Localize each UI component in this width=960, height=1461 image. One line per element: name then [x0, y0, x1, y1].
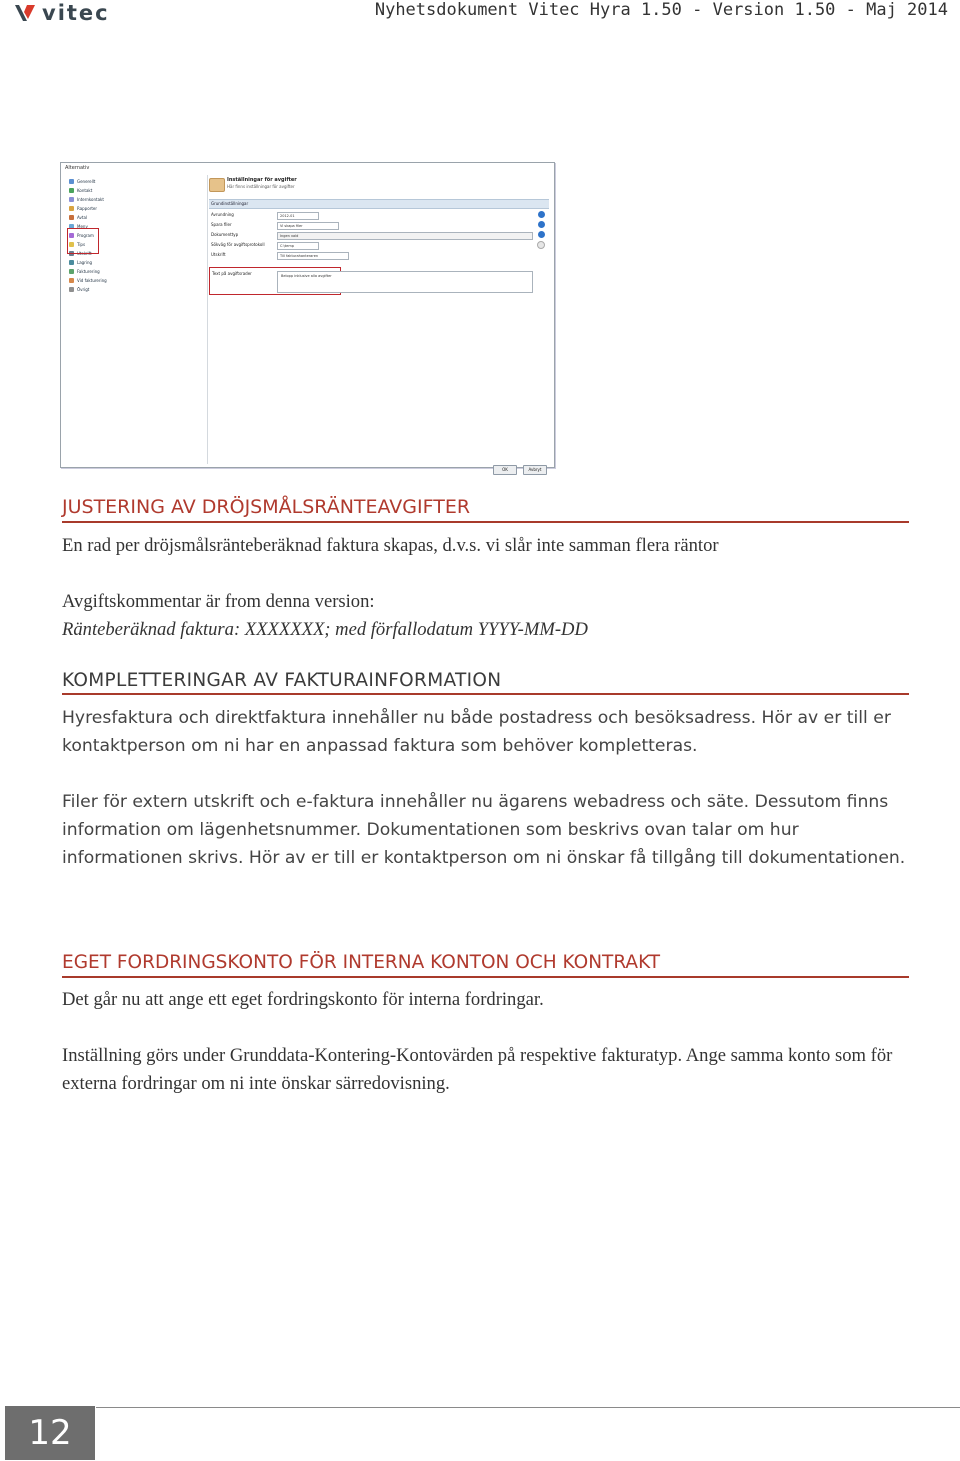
- sidebar-item[interactable]: Fakturering: [69, 267, 100, 275]
- sidebar-item[interactable]: Lagring: [69, 258, 92, 266]
- info-icon[interactable]: [538, 221, 545, 228]
- sidebar-item[interactable]: Program: [69, 231, 94, 239]
- misc-icon: [69, 287, 74, 292]
- section-label: Grundinställningar: [211, 201, 249, 206]
- settings-dialog-screenshot: [60, 162, 555, 472]
- section-heading: KOMPLETTERINGAR AV FAKTURAINFORMATION: [62, 670, 502, 691]
- heading-rule: [62, 693, 909, 695]
- settings-icon: [209, 178, 225, 192]
- section-heading: EGET FORDRINGSKONTO FÖR INTERNA KONTON OCH KONTRAKT: [62, 952, 661, 973]
- sidebar-item[interactable]: Generellt: [69, 177, 95, 185]
- sidebar-item[interactable]: Övrigt: [69, 285, 89, 293]
- field-row: Spara filer Vi skapa filer: [211, 221, 547, 229]
- sidebar-item[interactable]: Meny: [69, 222, 88, 230]
- heading-rule: [62, 521, 909, 523]
- brand-name: vitec: [42, 1, 110, 25]
- dialog-title: Alternativ: [65, 165, 90, 171]
- field-row: Avrundning 2012-01: [211, 211, 547, 219]
- paragraph: En rad per dröjsmålsränteberäknad faktura skapas, d.v.s. vi slår inte samman flera räntor: [62, 535, 719, 556]
- field-row: Sökväg för avgiftsprotokoll C:\temp: [211, 241, 547, 249]
- section-band: [209, 199, 549, 209]
- sidebar-item[interactable]: Rapporter: [69, 204, 97, 212]
- dropdown[interactable]: Ingen vald: [277, 232, 533, 240]
- contact-icon: [69, 188, 74, 193]
- sidebar-item[interactable]: Utskrift: [69, 249, 92, 257]
- document-title: Nyhetsdokument Vitec Hyra 1.50 - Version 1.50 - Maj 2014: [374, 0, 948, 20]
- info-icon[interactable]: [538, 211, 545, 218]
- vitec-logo-icon: [14, 3, 36, 23]
- sidebar-item[interactable]: Tips: [69, 240, 85, 248]
- paragraph: Det går nu att ange ett eget fordringskonto för interna fordringar.: [62, 989, 544, 1010]
- contact-icon: [69, 197, 74, 202]
- sidebar-item[interactable]: Avtal: [69, 213, 87, 221]
- text-field[interactable]: C:\temp: [277, 242, 319, 250]
- panel-title: Inställningar för avgifter: [227, 177, 297, 183]
- panel-subtitle: Här finns inställningar för avgifter: [227, 184, 295, 189]
- dialog-panel: [209, 175, 551, 472]
- invoice-icon: [69, 278, 74, 283]
- sidebar-item[interactable]: Internkontakt: [69, 195, 104, 203]
- info-icon[interactable]: [537, 241, 545, 249]
- sidebar-item[interactable]: Vid fakturering: [69, 276, 107, 284]
- storage-icon: [69, 260, 74, 265]
- text-area[interactable]: Belopp inklusive alla avgifter: [277, 271, 533, 293]
- footer-rule: [96, 1407, 960, 1408]
- paragraph: Ränteberäknad faktura: XXXXXXX; med förfallodatum YYYY-MM-DD: [62, 619, 588, 640]
- ok-button[interactable]: OK: [493, 465, 517, 475]
- info-icon[interactable]: [538, 231, 545, 238]
- vitec-logo: [14, 2, 110, 24]
- cancel-button[interactable]: Avbryt: [523, 465, 547, 475]
- paragraph: Filer för extern utskrift och e-faktura innehåller nu ägarens webadress och säte. Dessutom finns information om lägenhetsnummer. Dokumentationen som beskrivs ovan talar om hur informationen skrivs. Hör av er till er kontaktperson om ni önskar få tillgång till dokumentationen.: [62, 792, 906, 868]
- highlight-box: [67, 228, 99, 254]
- field-row: Utskrift Till fakturahanteraren: [211, 251, 547, 259]
- text-field-label: Text på avgiftsrader: [212, 271, 252, 276]
- field-row: Dokumenttyp Ingen vald: [211, 231, 547, 239]
- page-number: 12: [5, 1406, 95, 1460]
- report-icon: [69, 206, 74, 211]
- dropdown[interactable]: Till fakturahanteraren: [277, 252, 349, 260]
- sidebar-item[interactable]: Kontakt: [69, 186, 92, 194]
- paragraph: Hyresfaktura och direktfaktura innehåller nu både postadress och besöksadress. Hör av er till er kontaktperson om ni har en anpassad faktura som behöver kompletteras.: [62, 708, 891, 756]
- paragraph: Inställning görs under Grunddata-Kontering-Kontovärden på respektive fakturatyp. Ange samma konto som för externa fordringar om ni inte önskar särredovisning.: [62, 1045, 893, 1094]
- contract-icon: [69, 215, 74, 220]
- section-heading: JUSTERING AV DRÖJSMÅLSRÄNTEAVGIFTER: [62, 496, 471, 518]
- generic-icon: [69, 179, 74, 184]
- dialog-sidebar: [63, 175, 208, 464]
- invoice-icon: [69, 269, 74, 274]
- paragraph: Avgiftskommentar är from denna version:: [62, 591, 375, 612]
- checkbox-field[interactable]: Vi skapa filer: [277, 222, 339, 230]
- heading-rule: [62, 976, 909, 978]
- text-field[interactable]: 2012-01: [277, 212, 319, 220]
